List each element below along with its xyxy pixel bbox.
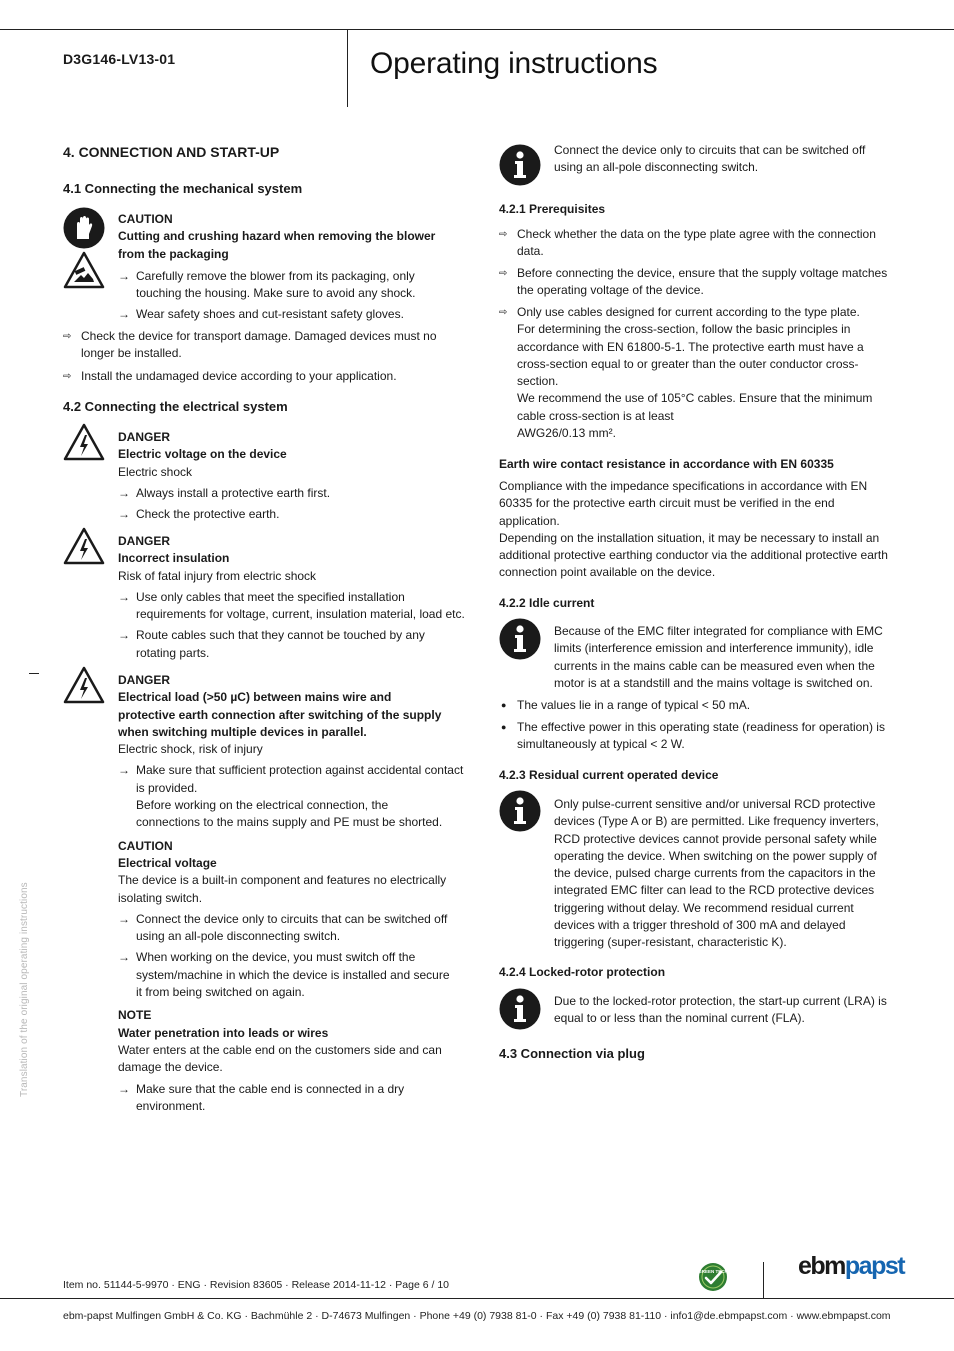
note-text: Water enters at the cable end on the customers side and can <box>118 1042 442 1057</box>
section-title: 4. CONNECTION AND START-UP <box>63 144 280 160</box>
arrow-bullet-icon: ⇨ <box>499 307 508 318</box>
step-line: Before working on the electrical connection, the <box>136 798 389 813</box>
page-title: Operating instructions <box>370 47 658 80</box>
greentech-badge-icon <box>698 1262 728 1297</box>
header-divider <box>347 29 348 107</box>
step-line: Connect the device only to circuits that can be switched off <box>136 911 448 926</box>
info-line: motor is at a standstill and the mains voltage is switched on. <box>554 675 873 690</box>
arrow-bullet-icon: → <box>118 1081 130 1096</box>
instruction-step <box>118 589 468 624</box>
arrow-bullet-icon: → <box>118 485 130 500</box>
plug-heading: 4.3 Connection via plug <box>499 1046 645 1061</box>
information-icon <box>499 144 541 191</box>
danger-text: Electric shock, risk of injury <box>118 742 263 757</box>
paragraph-line: Depending on the installation situation, it may be necessary to install an <box>499 530 880 545</box>
info-line: Connect the device only to circuits that can be switched off <box>554 143 866 157</box>
list-line: Only use cables designed for current according to the type plate. <box>517 305 860 319</box>
margin-tick <box>29 673 39 674</box>
list-line: The effective power in this operating state (readiness for operation) is <box>517 720 885 734</box>
danger-text: Electric shock <box>118 464 193 479</box>
list-line: accordance with EN 61800-5-1. The protective earth must have a <box>517 339 864 354</box>
step-line: environment. <box>136 1098 206 1113</box>
list-line: Install the undamaged device according to your application. <box>81 369 397 383</box>
step-line: Always install a protective earth first. <box>136 485 331 500</box>
step-line: requirements for voltage, current, insulation material, load etc. <box>136 607 465 622</box>
paragraph-line: Compliance with the impedance specifications in accordance with EN <box>499 479 868 493</box>
caution-label: CAUTION <box>118 212 173 226</box>
list-line: AWG26/0.13 mm². <box>517 426 616 441</box>
info-line: integrated EMC filter can lead to the RCD protective devices <box>554 883 875 898</box>
info-line: Because of the EMC filter integrated for compliance with EMC <box>554 624 883 638</box>
list-line: The values lie in a range of typical < 50 mA. <box>517 698 751 712</box>
list-line: Check the device for transport damage. Damaged devices must no <box>81 329 437 343</box>
danger-label: DANGER <box>118 673 171 687</box>
paragraph-line: connection point available on the device. <box>499 565 716 580</box>
step-line: system/machine in which the device is installed and secure <box>136 967 450 982</box>
list-line: cable cross-section is at least <box>517 408 674 423</box>
danger-block-voltage <box>118 429 463 523</box>
danger-title: Electrical load (>50 µC) between mains wire and <box>118 690 392 705</box>
list-item <box>499 226 889 261</box>
high-voltage-warning-icon <box>63 666 105 709</box>
prereq-heading: 4.2.1 Prerequisites <box>499 202 606 216</box>
step-line: Route cables such that they cannot be touched by any <box>136 628 425 643</box>
step-line: Use only cables that meet the specified installation <box>136 589 405 604</box>
caution-text: The device is a built-in component and features no electrically <box>118 873 447 888</box>
information-icon <box>499 790 541 837</box>
high-voltage-warning-icon <box>63 527 105 570</box>
arrow-bullet-icon: → <box>118 307 130 322</box>
danger-title-cont: when switching multiple devices in parallel. <box>118 724 367 739</box>
instruction-step <box>118 485 463 502</box>
footer-divider <box>763 1262 764 1298</box>
step-line: Make sure that the cable end is connected in a dry <box>136 1081 405 1096</box>
list-line: We recommend the use of 105°C cables. Ensure that the minimum <box>517 391 873 406</box>
paragraph-line: additional protective earthing conductor via the additional protective earth <box>499 548 888 563</box>
model-number: D3G146-LV13-01 <box>63 51 176 67</box>
arrow-bullet-icon: → <box>118 628 130 643</box>
info-note-rcd <box>554 796 894 952</box>
arrow-bullet-icon: → <box>118 589 130 604</box>
list-line: For determining the cross-section, follow the basic principles in <box>517 322 851 337</box>
item-info: Item no. 51144-5-9970 · ENG · Revision 83605 · Release 2014-11-12 · Page 6 / 10 <box>63 1279 450 1291</box>
step-line: rotating parts. <box>136 645 210 660</box>
information-icon <box>499 618 541 665</box>
info-line: Due to the locked-rotor protection, the start-up current (LRA) is <box>554 994 887 1008</box>
list-item <box>63 368 453 385</box>
brand-logo[interactable] <box>798 1252 905 1280</box>
list-line: data. <box>517 244 544 259</box>
dot-bullet-icon: ● <box>501 722 507 732</box>
high-voltage-warning-icon <box>63 423 105 466</box>
info-line: devices (Type A or B) are permitted. Like frequency inverters, <box>554 814 879 829</box>
information-icon <box>499 988 541 1035</box>
footer-rule <box>0 1298 954 1299</box>
danger-block-insulation <box>118 533 468 662</box>
arrow-bullet-icon: → <box>118 268 130 283</box>
list-item <box>499 265 889 300</box>
step-line: Check the protective earth. <box>136 507 280 522</box>
arrow-bullet-icon: ⇨ <box>63 371 72 382</box>
step-line: it from being switched on again. <box>136 985 305 1000</box>
lra-heading: 4.2.4 Locked-rotor protection <box>499 965 666 979</box>
instruction-step <box>118 268 463 303</box>
list-line: simultaneously at typical < 2 W. <box>517 737 685 752</box>
danger-title: Incorrect insulation <box>118 551 230 566</box>
step-line: using an all-pole disconnecting switch. <box>136 929 341 944</box>
step-line: Carefully remove the blower from its packaging, only <box>136 268 415 283</box>
caution-block-mechanical <box>118 211 463 324</box>
arrow-bullet-icon: → <box>118 507 130 522</box>
list-line: Check whether the data on the type plate agree with the connection <box>517 227 876 241</box>
danger-title: Electric voltage on the device <box>118 447 287 462</box>
step-line: When working on the device, you must switch off the <box>136 950 416 965</box>
logo-ebm: ebm <box>798 1252 845 1280</box>
rcd-heading: 4.2.3 Residual current operated device <box>499 768 719 782</box>
list-item <box>499 304 889 442</box>
list-item <box>63 328 453 363</box>
caution-title: Electrical voltage <box>118 855 217 870</box>
list-line: cross-section equal to or greater than the outer conductor cross- <box>517 356 859 371</box>
arrow-bullet-icon: → <box>118 763 130 778</box>
info-line: triggering (super-resistant, characteristic K). <box>554 935 787 950</box>
list-line: Before connecting the device, ensure that the supply voltage matches <box>517 266 888 280</box>
caution-title: Cutting and crushing hazard when removing the blower <box>118 229 436 244</box>
earth-paragraph <box>499 478 899 582</box>
step-line: connections to the mains supply and PE must be shorted. <box>136 815 443 830</box>
info-line: devices with a trigger threshold of 300 mA and delayed <box>554 918 846 933</box>
instruction-step <box>118 627 468 662</box>
header-top-rule <box>0 29 954 30</box>
arrow-bullet-icon: ⇨ <box>499 268 508 279</box>
instruction-step <box>118 949 468 1001</box>
instruction-step <box>118 1081 468 1116</box>
caution-title-cont: from the packaging <box>118 246 229 261</box>
info-line: RCD protective devices cannot provide personal safety while <box>554 831 877 846</box>
dot-bullet-icon: ● <box>501 700 507 710</box>
info-line: operating the device. When switching on the power supply of <box>554 848 877 863</box>
arrow-bullet-icon: ⇨ <box>499 229 508 240</box>
info-line: equal to or less than the nominal current (FLA). <box>554 1011 805 1026</box>
info-note-idle <box>554 623 894 692</box>
info-line: using an all-pole disconnecting switch. <box>554 160 759 175</box>
company-address: ebm-papst Mulfingen GmbH & Co. KG · Bachmühle 2 · D-74673 Mulfingen · Phone +49 (0) 7938 81-0 · Fax +49 (0) 7938 81-110 · info1@de.ebmpapst.com · www.ebmpapst.com <box>63 1310 891 1322</box>
idle-heading: 4.2.2 Idle current <box>499 596 595 610</box>
instruction-step <box>118 506 463 523</box>
greentech-text: GREEN TECH <box>698 1269 728 1274</box>
mech-heading: 4.1 Connecting the mechanical system <box>63 181 303 196</box>
list-item <box>499 697 889 714</box>
logo-papst: papst <box>844 1252 905 1280</box>
step-line: Make sure that sufficient protection against accidental contact <box>136 763 464 778</box>
instruction-step <box>118 762 468 831</box>
arrow-bullet-icon: ⇨ <box>63 331 72 342</box>
arrow-bullet-icon: → <box>118 950 130 965</box>
note-label: NOTE <box>118 1008 152 1023</box>
paragraph-line: application. <box>499 513 560 528</box>
danger-label: DANGER <box>118 430 171 444</box>
danger-title-cont: protective earth connection after switching of the supply <box>118 707 442 722</box>
elec-heading: 4.2 Connecting the electrical system <box>63 399 288 414</box>
list-item <box>499 719 889 754</box>
note-text: damage the device. <box>118 1060 223 1075</box>
list-line: section. <box>517 374 559 389</box>
side-note: Translation of the original operating instructions <box>19 882 30 1097</box>
step-line: Wear safety shoes and cut-resistant safety gloves. <box>136 307 404 322</box>
caution-text: isolating switch. <box>118 890 203 905</box>
note-title: Water penetration into leads or wires <box>118 1025 329 1040</box>
info-line: limits (interference emission and interference immunity), idle <box>554 641 874 656</box>
list-line: longer be installed. <box>81 346 182 361</box>
instruction-step <box>118 306 463 323</box>
earth-heading: Earth wire contact resistance in accordance with EN 60335 <box>499 457 834 471</box>
list-line: the operating voltage of the device. <box>517 283 704 298</box>
info-line: triggering without delay. We recommend residual current <box>554 900 854 915</box>
hand-crush-warning-icon <box>63 251 105 294</box>
danger-text: Risk of fatal injury from electric shock <box>118 568 317 583</box>
info-line: Only pulse-current sensitive and/or universal RCD protective <box>554 797 876 811</box>
danger-label: DANGER <box>118 534 171 548</box>
paragraph-line: 60335 for the protective earth circuit must be verified in the end <box>499 496 835 511</box>
caution-label: CAUTION <box>118 838 173 853</box>
info-note-disconnect <box>554 142 894 177</box>
info-note-lra <box>554 993 894 1028</box>
step-line: is provided. <box>136 780 198 795</box>
instruction-step <box>118 911 468 946</box>
protective-gloves-icon <box>63 207 105 254</box>
info-line: currents in the mains cable can be measured even when the <box>554 658 875 673</box>
arrow-bullet-icon: → <box>118 911 130 926</box>
danger-block-electrical-load <box>118 672 468 1115</box>
info-line: the device, pulsed charge currents from the capacitors in the <box>554 866 876 881</box>
step-line: touching the housing. Make sure to avoid any shock. <box>136 286 416 301</box>
